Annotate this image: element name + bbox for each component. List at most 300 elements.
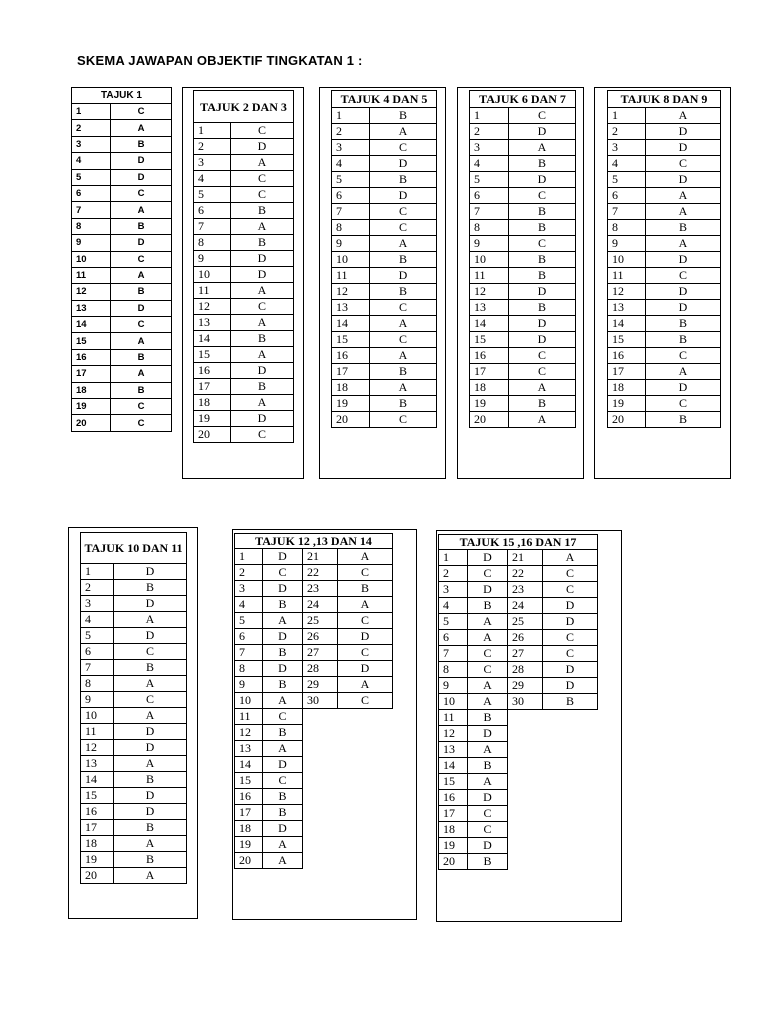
question-number: 12 [81, 740, 114, 756]
answer-cell: C [509, 236, 576, 252]
table-row [81, 772, 187, 788]
answer-cell: C [231, 171, 294, 187]
answer-cell: A [468, 614, 508, 630]
question-number: 1 [194, 123, 231, 139]
table-row [608, 268, 721, 284]
answer-cell: B [468, 710, 508, 726]
table-row [235, 597, 393, 613]
answer-cell: D [263, 549, 303, 565]
answer-cell: D [338, 661, 393, 677]
answer-cell: A [370, 236, 437, 252]
answer-cell: B [114, 820, 187, 836]
answer-cell: B [263, 805, 303, 821]
question-number: 10 [332, 252, 370, 268]
answer-cell: B [646, 412, 721, 428]
question-number: 1 [439, 550, 468, 566]
question-number: 8 [194, 235, 231, 251]
question-number: 7 [332, 204, 370, 220]
answer-cell: D [338, 629, 393, 645]
table-row [470, 108, 576, 124]
table-row [72, 185, 172, 201]
answer-cell: D [509, 172, 576, 188]
question-number: 16 [194, 363, 231, 379]
answer-cell: C [111, 399, 172, 415]
table-row [235, 773, 393, 789]
answer-cell: A [111, 202, 172, 218]
table-row [439, 550, 598, 566]
table-row [608, 220, 721, 236]
table-row [332, 268, 437, 284]
table-row [81, 724, 187, 740]
answer-cell: C [468, 662, 508, 678]
question-number: 7 [470, 204, 509, 220]
table-row [439, 566, 598, 582]
table-row [332, 124, 437, 140]
question-number: 11 [235, 709, 263, 725]
question-number: 17 [608, 364, 646, 380]
answer-cell: B [468, 598, 508, 614]
question-number: 20 [332, 412, 370, 428]
answer-cell: B [263, 597, 303, 613]
answer-cell: C [338, 613, 393, 629]
question-number: 7 [608, 204, 646, 220]
table-row [235, 645, 393, 661]
question-number: 2 [439, 566, 468, 582]
question-number: 10 [470, 252, 509, 268]
table-row [194, 411, 294, 427]
answer-cell: A [231, 219, 294, 235]
table-row [72, 218, 172, 234]
table-row [439, 838, 598, 854]
answer-cell: B [370, 364, 437, 380]
answer-cell: D [111, 153, 172, 169]
table-row [81, 836, 187, 852]
answer-cell: D [114, 804, 187, 820]
table-row [81, 804, 187, 820]
table-row [72, 284, 172, 300]
table-row [81, 820, 187, 836]
table-title: TAJUK 10 DAN 11 [81, 533, 187, 564]
answer-cell: D [231, 251, 294, 267]
table-title: TAJUK 8 DAN 9 [608, 91, 721, 108]
table-row [332, 236, 437, 252]
question-number: 3 [235, 581, 263, 597]
question-number: 20 [194, 427, 231, 443]
answer-cell: B [370, 284, 437, 300]
table-row [81, 628, 187, 644]
question-number: 21 [508, 550, 543, 566]
table-row [235, 677, 393, 693]
table-row [332, 300, 437, 316]
answer-cell: C [509, 108, 576, 124]
answer-cell: C [231, 427, 294, 443]
answer-cell: D [370, 156, 437, 172]
question-number: 2 [332, 124, 370, 140]
table-row [470, 300, 576, 316]
question-number: 26 [303, 629, 338, 645]
table-row [81, 868, 187, 884]
question-number: 18 [235, 821, 263, 837]
answer-cell: A [263, 837, 303, 853]
question-number: 20 [439, 854, 468, 870]
question-number: 10 [194, 267, 231, 283]
table-row [235, 837, 393, 853]
answer-cell: A [111, 120, 172, 136]
question-number: 13 [608, 300, 646, 316]
answer-cell: C [263, 773, 303, 789]
table-row [194, 379, 294, 395]
table-row [72, 120, 172, 136]
table-row [194, 219, 294, 235]
table-title: TAJUK 6 DAN 7 [470, 91, 576, 108]
answer-cell: A [114, 676, 187, 692]
answer-cell: B [509, 300, 576, 316]
answer-cell: A [111, 366, 172, 382]
question-number: 12 [194, 299, 231, 315]
table-row [72, 300, 172, 316]
question-number: 21 [303, 549, 338, 565]
question-number: 16 [81, 804, 114, 820]
table-row [194, 171, 294, 187]
question-number: 7 [194, 219, 231, 235]
question-number: 17 [235, 805, 263, 821]
answer-cell: B [263, 677, 303, 693]
table-row [470, 284, 576, 300]
answer-cell: B [111, 349, 172, 365]
table-row [439, 774, 598, 790]
answer-cell: B [263, 725, 303, 741]
question-number: 4 [439, 598, 468, 614]
answer-cell: C [231, 187, 294, 203]
question-number: 12 [470, 284, 509, 300]
table-row [194, 299, 294, 315]
table-row [235, 549, 393, 565]
table-row [194, 123, 294, 139]
table-row [72, 366, 172, 382]
table-row [72, 251, 172, 267]
answer-cell: C [370, 220, 437, 236]
table-row [439, 646, 598, 662]
table-row [81, 612, 187, 628]
question-number: 13 [194, 315, 231, 331]
answer-cell: B [263, 645, 303, 661]
question-number: 2 [235, 565, 263, 581]
table-row [235, 581, 393, 597]
table-row [332, 284, 437, 300]
answer-cell: C [231, 299, 294, 315]
table-row [81, 708, 187, 724]
answer-cell: C [231, 123, 294, 139]
answer-cell: C [370, 332, 437, 348]
answer-cell: D [114, 724, 187, 740]
question-number: 2 [72, 120, 111, 136]
answer-cell: D [646, 300, 721, 316]
answer-cell: A [509, 140, 576, 156]
table-row [608, 140, 721, 156]
answer-cell: C [468, 806, 508, 822]
answer-cell: C [646, 268, 721, 284]
table-row [235, 789, 393, 805]
table-row [439, 678, 598, 694]
answer-cell: A [370, 124, 437, 140]
question-number: 14 [72, 317, 111, 333]
question-number: 17 [332, 364, 370, 380]
question-number: 8 [81, 676, 114, 692]
answer-cell: D [370, 268, 437, 284]
table-row [332, 140, 437, 156]
answer-cell: A [646, 364, 721, 380]
answer-cell: A [114, 836, 187, 852]
answer-cell: B [543, 694, 598, 710]
answer-cell: D [263, 757, 303, 773]
table-row [332, 172, 437, 188]
question-number: 5 [608, 172, 646, 188]
question-number: 2 [608, 124, 646, 140]
question-number: 10 [81, 708, 114, 724]
table-row [194, 235, 294, 251]
table-row [470, 380, 576, 396]
question-number: 1 [470, 108, 509, 124]
answer-cell: C [543, 566, 598, 582]
table-row [608, 364, 721, 380]
question-number: 7 [439, 646, 468, 662]
table-title: TAJUK 1 [72, 88, 172, 104]
table-row [470, 172, 576, 188]
question-number: 1 [81, 564, 114, 580]
question-number: 18 [608, 380, 646, 396]
question-number: 5 [235, 613, 263, 629]
table-row [235, 805, 393, 821]
table-row [470, 124, 576, 140]
answer-cell: A [468, 694, 508, 710]
answer-cell: D [231, 267, 294, 283]
question-number: 19 [332, 396, 370, 412]
answer-cell: C [509, 364, 576, 380]
question-number: 18 [81, 836, 114, 852]
answer-cell: C [468, 646, 508, 662]
question-number: 8 [235, 661, 263, 677]
answer-cell: B [646, 332, 721, 348]
answer-cell: B [111, 382, 172, 398]
answer-cell: C [114, 692, 187, 708]
answer-cell: B [111, 136, 172, 152]
question-number: 11 [72, 267, 111, 283]
question-number: 25 [303, 613, 338, 629]
answer-cell: A [263, 613, 303, 629]
table-row [81, 740, 187, 756]
question-number: 12 [608, 284, 646, 300]
table-row [81, 596, 187, 612]
answer-cell: D [646, 124, 721, 140]
table-row [608, 252, 721, 268]
question-number: 5 [332, 172, 370, 188]
question-number: 20 [72, 415, 111, 431]
question-number: 17 [194, 379, 231, 395]
answer-cell: D [468, 790, 508, 806]
answer-cell: C [509, 348, 576, 364]
question-number: 2 [470, 124, 509, 140]
table-row [194, 139, 294, 155]
question-number: 22 [303, 565, 338, 581]
answer-cell: B [509, 204, 576, 220]
question-number: 9 [81, 692, 114, 708]
answer-cell: A [543, 550, 598, 566]
table-row [72, 104, 172, 120]
answer-cell: C [543, 630, 598, 646]
question-number: 16 [470, 348, 509, 364]
question-number: 30 [303, 693, 338, 709]
answer-table-tajuk-10-dan-11 [80, 532, 187, 884]
table-row [72, 153, 172, 169]
question-number: 12 [439, 726, 468, 742]
table-row [439, 598, 598, 614]
question-number: 11 [608, 268, 646, 284]
answer-cell: C [646, 396, 721, 412]
question-number: 9 [608, 236, 646, 252]
question-number: 8 [72, 218, 111, 234]
answer-cell: C [111, 251, 172, 267]
answer-cell: D [509, 284, 576, 300]
table-row [194, 347, 294, 363]
table-row [332, 332, 437, 348]
answer-cell: D [646, 284, 721, 300]
table-row [470, 316, 576, 332]
question-number: 4 [608, 156, 646, 172]
answer-cell: B [509, 220, 576, 236]
question-number: 19 [235, 837, 263, 853]
table-title: TAJUK 2 DAN 3 [194, 91, 294, 123]
answer-cell: D [646, 140, 721, 156]
answer-cell: A [114, 708, 187, 724]
table-row [194, 155, 294, 171]
question-number: 8 [470, 220, 509, 236]
answer-cell: D [231, 411, 294, 427]
table-row [81, 692, 187, 708]
answer-cell: A [338, 677, 393, 693]
answer-cell: B [111, 218, 172, 234]
question-number: 4 [235, 597, 263, 613]
table-row [439, 806, 598, 822]
question-number: 13 [439, 742, 468, 758]
answer-cell: C [646, 348, 721, 364]
document-title: SKEMA JAWAPAN OBJEKTIF TINGKATAN 1 : [77, 53, 363, 68]
table-row [470, 348, 576, 364]
table-row [81, 756, 187, 772]
table-row [608, 124, 721, 140]
answer-cell: C [111, 104, 172, 120]
answer-cell: B [114, 580, 187, 596]
answer-cell: C [370, 204, 437, 220]
question-number: 18 [470, 380, 509, 396]
table-row [81, 580, 187, 596]
answer-cell: C [338, 565, 393, 581]
answer-table-tajuk-12-13-dan-14 [234, 533, 393, 869]
answer-cell: D [468, 838, 508, 854]
question-number: 8 [608, 220, 646, 236]
table-row [608, 380, 721, 396]
question-number: 16 [332, 348, 370, 364]
table-row [72, 317, 172, 333]
question-number: 15 [470, 332, 509, 348]
question-number: 11 [81, 724, 114, 740]
question-number: 3 [470, 140, 509, 156]
answer-cell: B [231, 331, 294, 347]
answer-cell: D [543, 678, 598, 694]
answer-cell: C [263, 565, 303, 581]
question-number: 24 [303, 597, 338, 613]
table-row [332, 316, 437, 332]
table-row [235, 693, 393, 709]
answer-cell: D [468, 550, 508, 566]
question-number: 15 [608, 332, 646, 348]
table-row [72, 415, 172, 431]
question-number: 11 [332, 268, 370, 284]
question-number: 19 [72, 399, 111, 415]
question-number: 12 [72, 284, 111, 300]
answer-cell: D [114, 564, 187, 580]
question-number: 14 [470, 316, 509, 332]
answer-cell: A [468, 742, 508, 758]
answer-cell: B [263, 789, 303, 805]
answer-cell: D [509, 124, 576, 140]
table-row [72, 235, 172, 251]
question-number: 3 [81, 596, 114, 612]
question-number: 5 [72, 169, 111, 185]
question-number: 9 [332, 236, 370, 252]
answer-cell: B [231, 379, 294, 395]
table-row [194, 395, 294, 411]
table-row [194, 283, 294, 299]
question-number: 10 [72, 251, 111, 267]
answer-cell: D [114, 740, 187, 756]
answer-cell: D [231, 139, 294, 155]
question-number: 6 [235, 629, 263, 645]
answer-cell: A [263, 853, 303, 869]
question-number: 14 [608, 316, 646, 332]
answer-cell: A [468, 630, 508, 646]
table-row [608, 412, 721, 428]
answer-cell: B [509, 396, 576, 412]
table-row [235, 741, 393, 757]
question-number: 4 [470, 156, 509, 172]
question-number: 15 [72, 333, 111, 349]
question-number: 30 [508, 694, 543, 710]
question-number: 24 [508, 598, 543, 614]
table-row [194, 331, 294, 347]
question-number: 5 [194, 187, 231, 203]
table-row [332, 396, 437, 412]
table-row [608, 300, 721, 316]
answer-cell: A [370, 380, 437, 396]
question-number: 23 [303, 581, 338, 597]
question-number: 13 [332, 300, 370, 316]
answer-cell: B [370, 396, 437, 412]
question-number: 19 [470, 396, 509, 412]
answer-cell: D [263, 629, 303, 645]
question-number: 17 [439, 806, 468, 822]
answer-cell: B [338, 581, 393, 597]
question-number: 28 [303, 661, 338, 677]
answer-cell: C [370, 300, 437, 316]
table-row [81, 676, 187, 692]
answer-cell: A [338, 549, 393, 565]
question-number: 16 [235, 789, 263, 805]
question-number: 15 [194, 347, 231, 363]
answer-cell: D [111, 300, 172, 316]
table-row [608, 284, 721, 300]
question-number: 14 [194, 331, 231, 347]
table-row [332, 156, 437, 172]
